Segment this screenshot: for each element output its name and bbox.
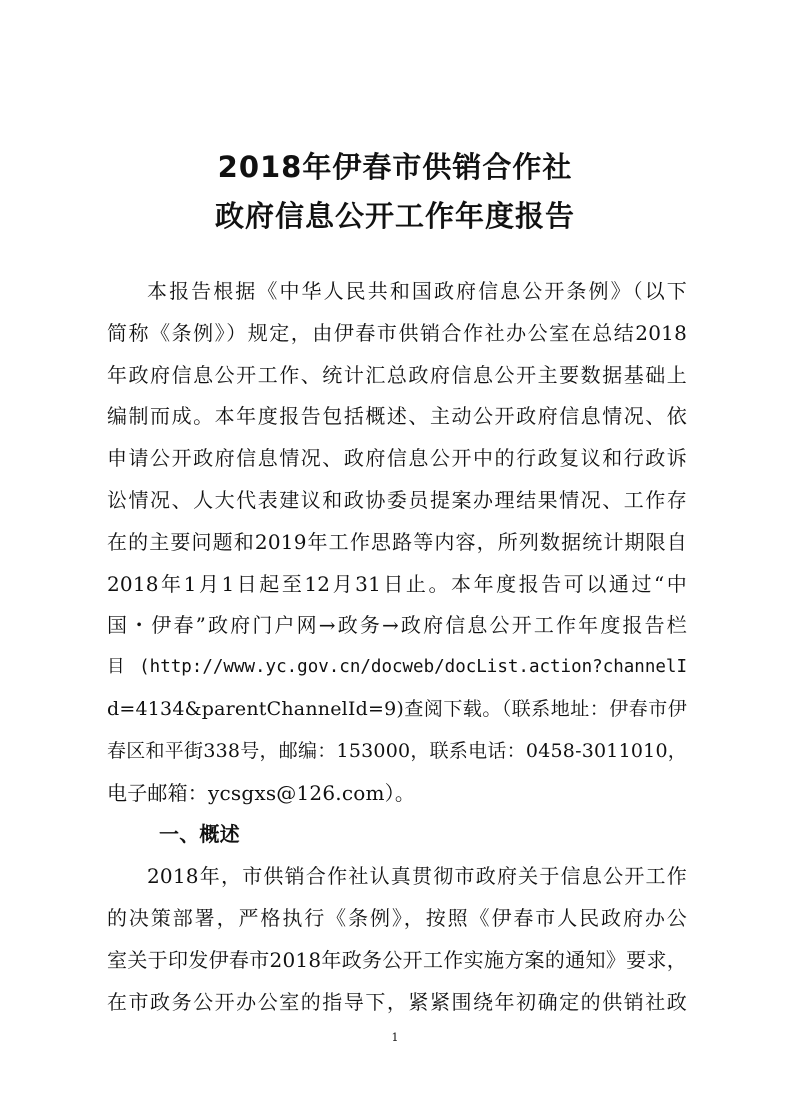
page-number: 1 (391, 1031, 399, 1044)
paragraph-1-line: 2018年1月1日起至12月31日止。本年度报告可以通过“中 (107, 571, 687, 596)
document-body (107, 271, 687, 1023)
document-title-line-1: 2018年伊春市供销合作社 (217, 150, 573, 184)
document-title-line-2: 政府信息公开工作年度报告 (214, 199, 575, 233)
paragraph-1-line: d=4134&parentChannelId=9)查阅下载。（联系地址：伊春市伊 (107, 697, 687, 720)
paragraph-2-line: 2018年，市供销合作社认真贯彻市政府关于信息公开工作 (147, 864, 687, 889)
paragraph-1-line: 编制而成。本年度报告包括概述、主动公开政府信息情况、依 (107, 404, 687, 429)
paragraph-1-line: 讼情况、人大代表建议和政协委员提案办理结果情况、工作存 (107, 487, 687, 512)
paragraph-1-line: 简称《条例》）规定，由伊春市供销合作社办公室在总结2018 (107, 320, 687, 345)
paragraph-1-line: 春区和平街338号，邮编：153000，联系电话：0458-3011010， (107, 739, 687, 762)
paragraph-2-line: 在市政务公开办公室的指导下，紧紧围绕年初确定的供销社政 (107, 989, 687, 1014)
paragraph-2-line: 室关于印发伊春市2018年政务公开工作实施方案的通知》要求， (107, 947, 687, 972)
paragraph-1-url-line: 目(http://www.yc.gov.cn/docweb/docList.action?channelI (107, 657, 687, 678)
section-1-heading: 一、概述 (159, 822, 240, 847)
paragraph-1-line: 本报告根据《中华人民共和国政府信息公开条例》（以下 (147, 279, 687, 303)
paragraph-2-line: 的决策部署，严格执行《条例》，按照《伊春市人民政府办公 (107, 905, 687, 930)
paragraph-1-line: 电子邮箱：ycsgxs@126.com）。 (107, 780, 416, 805)
paragraph-1-line: 申请公开政府信息情况、政府信息公开中的行政复议和行政诉 (107, 446, 687, 471)
paragraph-1-line: 年政府信息公开工作、统计汇总政府信息公开主要数据基础上 (107, 362, 687, 387)
paragraph-1-line: 国・伊春”政府门户网→政务→政府信息公开工作年度报告栏 (107, 613, 687, 638)
paragraph-1-line: 在的主要问题和2019年工作思路等内容，所列数据统计期限自 (107, 529, 687, 554)
